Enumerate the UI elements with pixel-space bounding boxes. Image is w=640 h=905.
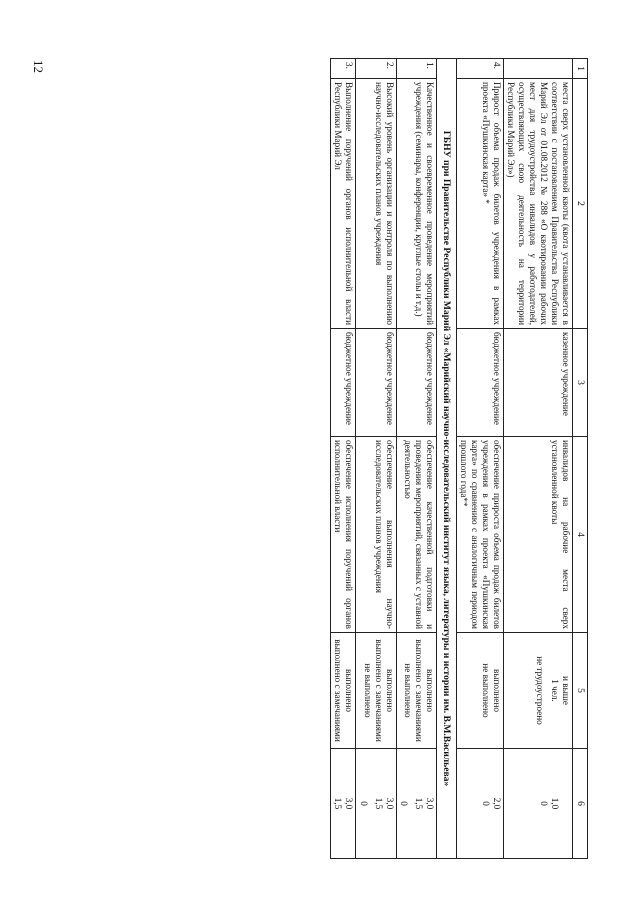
page-number: 12 bbox=[31, 60, 46, 73]
score-text: 0 bbox=[398, 801, 409, 806]
score-text: 0 bbox=[358, 801, 369, 806]
indicator-name: Выполнение поручений органов исполнительной власти Республики Марий Эл bbox=[331, 79, 356, 329]
table-row bbox=[396, 59, 436, 859]
table-row bbox=[356, 59, 396, 859]
score-text: 3,0 bbox=[384, 797, 395, 810]
criterion: обеспечение исполнения поручений органов исполнительной власти bbox=[331, 437, 356, 633]
result-cell bbox=[356, 633, 396, 749]
row-number bbox=[504, 59, 573, 79]
row-number: 2. bbox=[356, 59, 396, 79]
result-cell bbox=[396, 633, 436, 749]
row-number: 3. bbox=[331, 59, 356, 79]
table-row bbox=[504, 59, 573, 859]
score-text: 3,0 bbox=[424, 797, 435, 810]
score-text: 2,0 bbox=[492, 797, 503, 810]
criterion: обеспечение прироста объема продаж билетов учреждения в рамках проекта «Пушкинская карта» по сравнению с аналогичным периодом прошлого года** bbox=[457, 437, 504, 633]
institution-type: бюджетное учреждение bbox=[457, 329, 504, 437]
institution-type: бюджетное учреждение bbox=[331, 329, 356, 437]
section-row bbox=[436, 59, 457, 859]
result-cell bbox=[457, 633, 504, 749]
row-number: 4. bbox=[457, 59, 504, 79]
score-text: 1,5 bbox=[413, 797, 424, 810]
result-text: не трудоустроено bbox=[535, 656, 546, 725]
row-number: 1. bbox=[396, 59, 436, 79]
indicator-name: Качественное и своевременное проведение мероприятий учреждения (семинары, конференции, круглые столы и т.д.) bbox=[396, 79, 436, 329]
criterion: обеспечение выполнения научно-исследовательских планов учреждения bbox=[356, 437, 396, 633]
criteria-table bbox=[330, 58, 588, 859]
score-text: 1,5 bbox=[333, 797, 344, 810]
section-title: ГБНУ при Правительстве Республики Марий Эл «Марийский научно-исследовательский институт языка, литературы и истории им. В.М.Васильева» bbox=[436, 59, 457, 859]
criterion: обеспечение качественной подготовки и проведения мероприятий, связанных с уставной деятельностью bbox=[396, 437, 436, 633]
indicator-name: Высокий уровень организации и контроля по выполнению научно-исследовательских планов учреждения bbox=[356, 79, 396, 329]
result-text: не выполнено bbox=[402, 663, 413, 718]
result-text: и выше bbox=[561, 676, 572, 705]
result-text: выполнено с замечаниями bbox=[413, 639, 424, 742]
result-text: выполнено с замечаниями bbox=[373, 639, 384, 742]
score-cell bbox=[396, 749, 436, 859]
result-text: выполнено bbox=[384, 669, 395, 712]
score-cell bbox=[457, 749, 504, 859]
header-cell: 5 bbox=[573, 633, 588, 749]
header-cell: 3 bbox=[573, 329, 588, 437]
score-text: 0 bbox=[539, 801, 550, 806]
indicator-name: Прирост объема продаж билетов учреждения в рамках проекта «Пушкинская карта» * bbox=[457, 79, 504, 329]
header-cell: 2 bbox=[573, 79, 588, 329]
result-cell bbox=[331, 633, 356, 749]
result-text: 1 чел. bbox=[550, 679, 561, 702]
criterion: инвалидов на рабочие места сверх установленной квоты bbox=[504, 437, 573, 633]
score-cell bbox=[504, 749, 573, 859]
header-cell: 1 bbox=[573, 59, 588, 79]
table-row bbox=[457, 59, 504, 859]
result-text: выполнено bbox=[344, 669, 355, 712]
indicator-name: места сверх установленной квоты (квота устанавливается в соответствии с постановлением Правительства Республики Марий Эл от 01.08.2012 № 288 «О квотировании рабочих мест для трудоустройства инвалидов у работодателей, осуществляющих свою деятельность на территории Республики Марий Эл») bbox=[504, 79, 573, 329]
institution-type: казенное учреждение bbox=[504, 329, 573, 437]
result-text: не выполнено bbox=[362, 663, 373, 718]
result-text: выполнено bbox=[424, 669, 435, 712]
score-text bbox=[560, 752, 571, 855]
result-text: выполнено bbox=[492, 669, 503, 712]
header-cell: 4 bbox=[573, 437, 588, 633]
rotated-page bbox=[62, 58, 588, 858]
result-text: не выполнено bbox=[481, 663, 492, 718]
score-text: 1,0 bbox=[550, 797, 561, 810]
result-cell bbox=[504, 633, 573, 749]
score-cell bbox=[356, 749, 396, 859]
score-text: 0 bbox=[481, 801, 492, 806]
institution-type: бюджетное учреждение bbox=[396, 329, 436, 437]
header-row bbox=[573, 59, 588, 859]
header-cell: 6 bbox=[573, 749, 588, 859]
score-cell bbox=[331, 749, 356, 859]
institution-type: бюджетное учреждение bbox=[356, 329, 396, 437]
score-text: 1,5 bbox=[373, 797, 384, 810]
result-text: выполнено с замечаниями bbox=[333, 639, 344, 742]
score-text: 3,0 bbox=[344, 797, 355, 810]
table-row bbox=[331, 59, 356, 859]
